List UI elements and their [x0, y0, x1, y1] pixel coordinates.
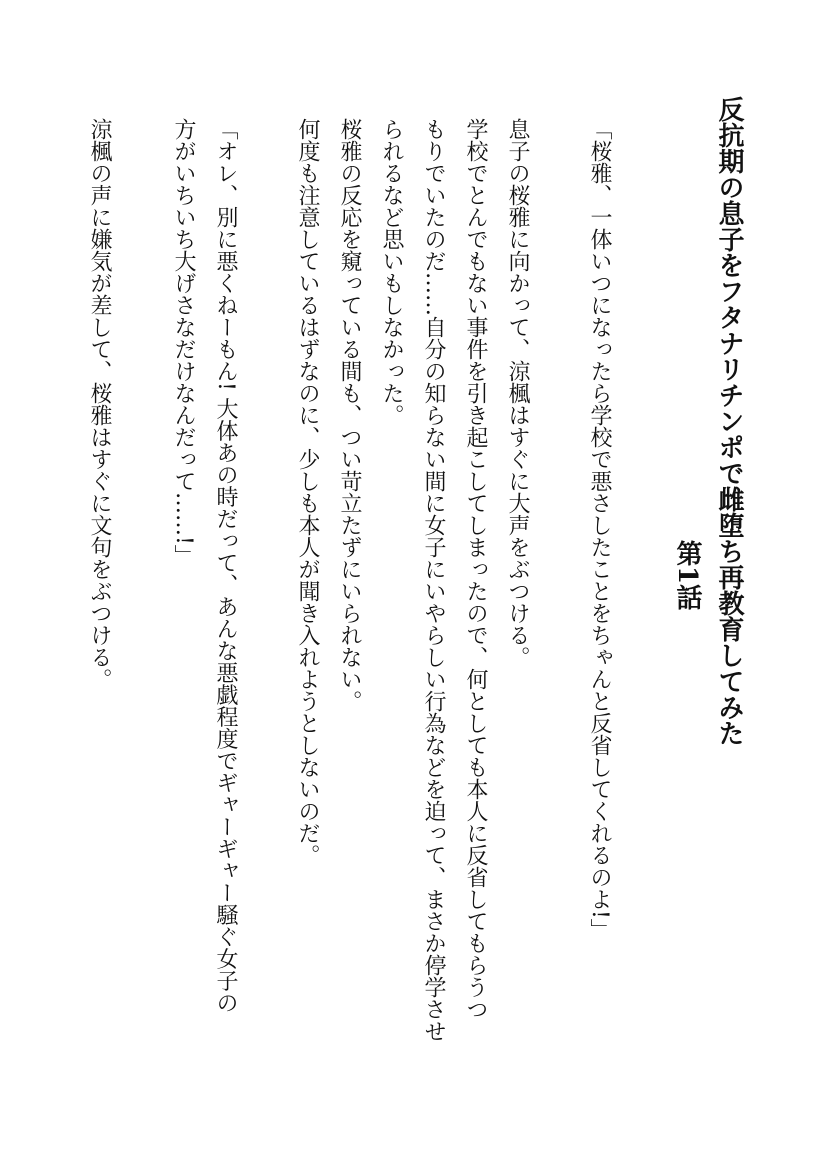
- text-line: 「オレ、別に悪くねーもん! 大体あの時だって、あんな悪戯程度でギャーギャー騒ぐ女子の: [213, 118, 238, 1014]
- text-line: 桜雅の反応を窺っている間も、つい苛立たずにいられない。: [337, 118, 362, 712]
- text-line: 方がいちいち大げさなだけなんだって……!」: [171, 118, 196, 567]
- text-line: もりでいたのだ……自分の知らない間に女子にいやらしい行為などを迫って、まさか停学させ: [421, 118, 446, 1042]
- text-line: 学校でとんでもない事件を引き起こしてしまったので、何としても本人に反省してもらうつ: [463, 118, 488, 1020]
- text-line: 涼楓の声に嫌気が差して、桜雅はすぐに文句をぶつける。: [87, 118, 112, 690]
- chapter-heading: 第1話: [672, 540, 702, 611]
- document-title: 反抗期の息子をフタナリチンポで雌堕ち再教育してみた: [714, 96, 744, 746]
- text-line: 息子の桜雅に向かって、涼楓はすぐに大声をぶつける。: [505, 118, 530, 668]
- text-line: られるなど思いもしなかった。: [379, 118, 404, 426]
- text-line: 何度も注意しているはずなのに、少しも本人が聞き入れようとしないのだ。: [295, 118, 320, 866]
- text-line: 「桜雅、一体いつになったら学校で悪さしたことをちゃんと反省してくれるのよ!」: [587, 118, 612, 941]
